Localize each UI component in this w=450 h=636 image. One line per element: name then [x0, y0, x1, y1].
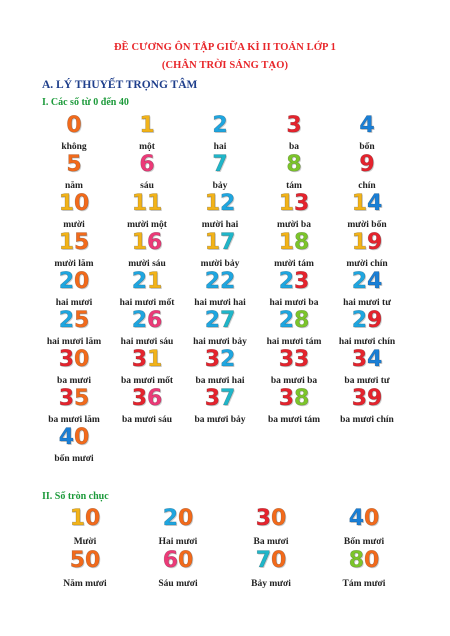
- number-glyph: 24: [351, 269, 383, 294]
- number-word: ba mươi: [57, 376, 91, 386]
- number-card: [257, 309, 331, 347]
- number-word: hai mươi tám: [266, 337, 322, 347]
- number-glyph: 27: [204, 308, 236, 333]
- number-glyph: 28: [278, 308, 310, 333]
- document-subtitle: (CHÂN TRỜI SÁNG TẠO): [161, 60, 289, 71]
- number-word: mười sáu: [128, 259, 166, 269]
- section-2-heading: II. Số tròn chục: [42, 491, 109, 502]
- number-card: [257, 114, 331, 152]
- number-card: [257, 387, 331, 425]
- number-word: mười chín: [346, 259, 388, 269]
- number-word: chín: [358, 181, 376, 191]
- number-card: [319, 507, 409, 547]
- number-glyph: 10: [58, 191, 90, 216]
- number-card: [110, 231, 184, 269]
- number-card: [330, 387, 404, 425]
- number-card: [110, 309, 184, 347]
- number-word: mười lăm: [54, 259, 94, 269]
- number-word: ba mươi hai: [195, 376, 245, 386]
- number-glyph: 20: [162, 506, 194, 531]
- number-card: [257, 270, 331, 308]
- number-word: Ba mươi: [253, 537, 289, 547]
- number-glyph: 29: [351, 308, 383, 333]
- number-card: [183, 387, 257, 425]
- number-word: tám: [286, 181, 302, 191]
- number-word: ba mươi chín: [340, 415, 394, 425]
- number-card: [330, 309, 404, 347]
- number-word: ba mươi lăm: [48, 415, 100, 425]
- number-card: [183, 270, 257, 308]
- number-word: Năm mươi: [63, 579, 107, 589]
- number-glyph: 19: [351, 230, 383, 255]
- number-glyph: 5: [66, 152, 82, 177]
- number-word: không: [61, 142, 87, 152]
- number-word: hai mươi ba: [269, 298, 319, 308]
- number-glyph: 8: [286, 152, 302, 177]
- number-card: [257, 192, 331, 230]
- number-word: hai mươi mốt: [119, 298, 175, 308]
- number-card: [257, 153, 331, 191]
- number-card: [183, 348, 257, 386]
- number-word: hai: [213, 142, 227, 152]
- number-card: [37, 231, 111, 269]
- number-card: [37, 309, 111, 347]
- number-card: [226, 549, 316, 589]
- number-word: ba mươi ba: [270, 376, 318, 386]
- number-card: [257, 231, 331, 269]
- section-a-heading: A. LÝ THUYẾT TRỌNG TÂM: [42, 79, 198, 91]
- number-card: [37, 192, 111, 230]
- number-word: hai mươi: [55, 298, 93, 308]
- number-word: ba: [288, 142, 300, 152]
- number-glyph: 34: [351, 347, 383, 372]
- number-glyph: 40: [348, 506, 380, 531]
- number-card: [37, 387, 111, 425]
- number-card: [110, 348, 184, 386]
- number-word: bảy: [212, 181, 228, 191]
- number-glyph: 3: [286, 113, 302, 138]
- number-card: [330, 114, 404, 152]
- number-glyph: 25: [58, 308, 90, 333]
- number-glyph: 7: [212, 152, 228, 177]
- number-word: Bảy mươi: [251, 579, 291, 589]
- number-card: [183, 153, 257, 191]
- number-glyph: 26: [131, 308, 163, 333]
- number-card: [110, 153, 184, 191]
- number-word: sáu: [140, 181, 154, 191]
- number-glyph: 22: [204, 269, 236, 294]
- number-glyph: 0: [66, 113, 82, 138]
- number-word: Bốn mươi: [343, 537, 385, 547]
- number-card: [330, 192, 404, 230]
- number-glyph: 70: [255, 548, 287, 573]
- number-glyph: 30: [255, 506, 287, 531]
- number-card: [110, 192, 184, 230]
- number-word: Mười: [73, 537, 97, 547]
- number-glyph: 23: [278, 269, 310, 294]
- number-glyph: 60: [162, 548, 194, 573]
- number-glyph: 12: [204, 191, 236, 216]
- number-word: một: [139, 142, 155, 152]
- number-glyph: 36: [131, 386, 163, 411]
- number-glyph: 38: [278, 386, 310, 411]
- number-card: [330, 153, 404, 191]
- number-glyph: 50: [69, 548, 101, 573]
- number-glyph: 10: [69, 506, 101, 531]
- number-card: [37, 153, 111, 191]
- number-card: [226, 507, 316, 547]
- number-card: [183, 231, 257, 269]
- number-card: [37, 426, 111, 464]
- number-glyph: 37: [204, 386, 236, 411]
- number-card: [37, 270, 111, 308]
- number-glyph: 13: [278, 191, 310, 216]
- section-1-heading: I. Các số từ 0 đến 40: [42, 97, 129, 108]
- number-word: hai mươi chín: [338, 337, 396, 347]
- number-card: [183, 192, 257, 230]
- number-word: năm: [65, 181, 83, 191]
- number-glyph: 4: [359, 113, 375, 138]
- number-word: Tám mươi: [342, 579, 386, 589]
- number-word: mười hai: [201, 220, 239, 230]
- number-card: [110, 270, 184, 308]
- number-card: [319, 549, 409, 589]
- number-word: hai mươi hai: [194, 298, 246, 308]
- number-word: mười bảy: [200, 259, 240, 269]
- number-card: [257, 348, 331, 386]
- number-glyph: 32: [204, 347, 236, 372]
- number-card: [133, 549, 223, 589]
- number-card: [330, 348, 404, 386]
- number-card: [330, 270, 404, 308]
- number-glyph: 39: [351, 386, 383, 411]
- number-glyph: 80: [348, 548, 380, 573]
- number-glyph: 35: [58, 386, 90, 411]
- number-word: mười bốn: [347, 220, 387, 230]
- number-glyph: 9: [359, 152, 375, 177]
- number-glyph: 1: [139, 113, 155, 138]
- number-glyph: 17: [204, 230, 236, 255]
- number-glyph: 21: [131, 269, 163, 294]
- number-card: [133, 507, 223, 547]
- number-glyph: 33: [278, 347, 310, 372]
- number-card: [183, 114, 257, 152]
- number-glyph: 15: [58, 230, 90, 255]
- number-glyph: 11: [131, 191, 163, 216]
- number-word: bốn: [359, 142, 375, 152]
- number-word: mười: [63, 220, 85, 230]
- number-word: ba mươi tám: [267, 415, 321, 425]
- number-word: mười ba: [277, 220, 311, 230]
- number-word: Sáu mươi: [158, 579, 198, 589]
- number-word: hai mươi sáu: [120, 337, 174, 347]
- number-glyph: 14: [351, 191, 383, 216]
- number-card: [40, 507, 130, 547]
- number-card: [110, 114, 184, 152]
- number-glyph: 16: [131, 230, 163, 255]
- number-glyph: 30: [58, 347, 90, 372]
- number-word: ba mươi sáu: [121, 415, 173, 425]
- number-word: hai mươi lăm: [46, 337, 102, 347]
- document-title: ĐỀ CƯƠNG ÔN TẬP GIỮA KÌ II TOÁN LỚP 1: [113, 42, 336, 53]
- number-card: [183, 309, 257, 347]
- number-glyph: 31: [131, 347, 163, 372]
- number-word: mười một: [127, 220, 167, 230]
- number-word: Hai mươi: [158, 537, 198, 547]
- number-card: [330, 231, 404, 269]
- number-word: hai mươi bảy: [193, 337, 247, 347]
- number-card: [40, 549, 130, 589]
- number-word: ba mươi tư: [344, 376, 390, 386]
- number-glyph: 2: [212, 113, 228, 138]
- number-word: ba mươi mốt: [120, 376, 174, 386]
- number-glyph: 40: [58, 425, 90, 450]
- number-card: [110, 387, 184, 425]
- number-word: ba mươi bảy: [194, 415, 246, 425]
- number-word: bốn mươi: [54, 454, 94, 464]
- number-glyph: 18: [278, 230, 310, 255]
- number-card: [37, 114, 111, 152]
- number-glyph: 6: [139, 152, 155, 177]
- number-word: hai mươi tư: [343, 298, 391, 308]
- number-card: [37, 348, 111, 386]
- number-glyph: 20: [58, 269, 90, 294]
- number-word: mười tám: [274, 259, 314, 269]
